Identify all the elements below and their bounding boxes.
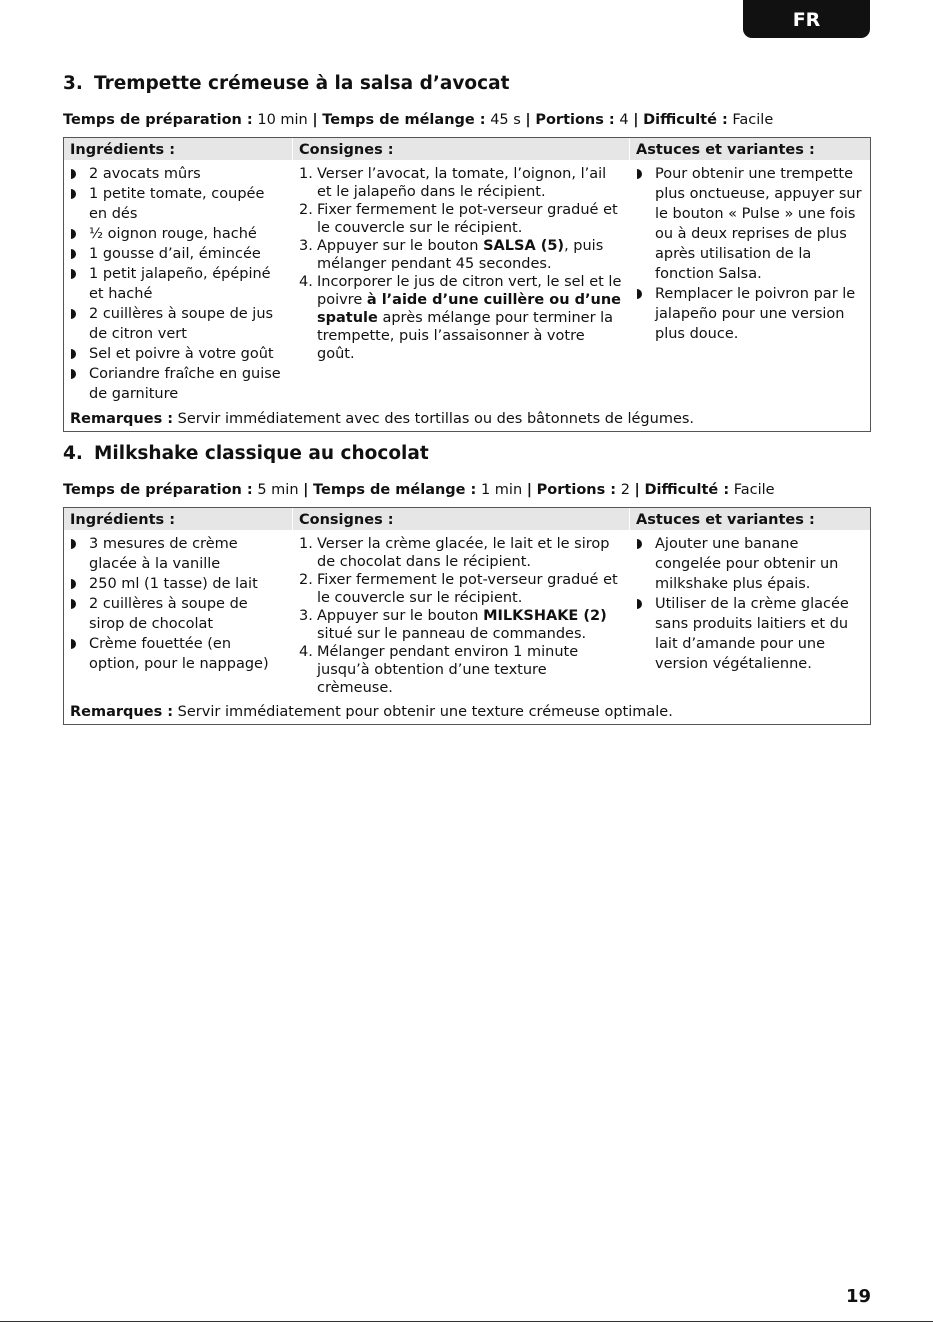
step-text-bold: à l’aide d’une cuillère ou d’une spatule [317,292,621,326]
remark-row [64,701,870,724]
recipe-section-milkshake [63,442,871,725]
ingredients-header: Ingrédients : [64,508,292,530]
step-text: Fixer fermement le pot-verseur gradué et le couvercle sur le récipient. [317,202,618,236]
step-number: 4. [299,274,313,290]
steps-list [299,165,623,363]
ingredient-item: Coriandre fraîche en guise de garniture [70,364,286,404]
ingredients-list [70,534,286,674]
steps-list [299,535,623,697]
step-number: 1. [299,166,313,182]
step-text: Mélanger pendant environ 1 minute jusqu’à obtention d’une texture crèmeuse. [317,644,579,696]
steps-header: Consignes : [292,138,629,160]
step-text: Fixer fermement le pot-verseur gradué et le couvercle sur le récipient. [317,572,618,606]
ingredients-list [70,164,286,404]
page-number: 19 [846,1286,872,1307]
step-number: 3. [299,608,313,624]
recipe-title [63,72,871,96]
step-number: 4. [299,644,313,660]
mix-time-value: 1 min [480,482,523,498]
tip-item: Utiliser de la crème glacée sans produits laitiers et du lait d’amande pour une version végétalienne. [636,594,864,674]
ingredient-item: 2 cuillères à soupe de sirop de chocolat [70,594,286,634]
recipe-meta [63,481,871,499]
mix-time-value: 45 s [490,112,521,128]
steps-header: Consignes : [292,508,629,530]
remark-label: Remarques : [70,411,174,427]
table-body-row [64,160,870,408]
table-body-row [64,530,870,701]
step-number: 3. [299,238,313,254]
tip-item: Pour obtenir une trempette plus onctueuse, appuyer sur le bouton « Pulse » une fois ou à deux reprises de plus après utilisation de la fonction Salsa. [636,164,864,284]
prep-time-label: Temps de préparation : [63,482,253,498]
tip-item: Ajouter une banane congelée pour obtenir un milkshake plus épais. [636,534,864,594]
step-text: Appuyer sur le bouton [317,608,484,624]
step-number: 1. [299,536,313,552]
remark-row [64,408,870,431]
bottom-divider [0,1321,933,1322]
recipe-title [63,442,871,466]
ingredient-item: 2 avocats mûrs [70,164,286,184]
step-number: 2. [299,202,313,218]
mix-time-label: Temps de mélange : [313,482,477,498]
remark-text: Servir immédiatement avec des tortillas ou des bâtonnets de légumes. [177,411,695,427]
ingredient-item: 1 petit jalapeño, épépiné et haché [70,264,286,304]
recipe-table [63,137,871,432]
ingredient-item: Crème fouettée (en option, pour le nappage) [70,634,286,674]
recipe-title-text: Milkshake classique au chocolat [94,443,429,464]
ingredient-item: 1 gousse d’ail, émincée [70,244,286,264]
step-item [299,273,623,363]
recipe-table [63,507,871,725]
tips-header: Astuces et variantes : [629,508,870,530]
remark-text: Servir immédiatement pour obtenir une texture crémeuse optimale. [177,704,673,720]
difficulty-value: Facile [733,482,775,498]
meta-separator: | [525,112,531,128]
ingredient-item: 1 petite tomate, coupée en dés [70,184,286,224]
portions-value: 4 [619,112,629,128]
ingredients-header: Ingrédients : [64,138,292,160]
tips-list [636,164,864,344]
prep-time-value: 5 min [257,482,299,498]
mix-time-label: Temps de mélange : [322,112,486,128]
portions-label: Portions : [536,482,617,498]
meta-separator: | [633,112,639,128]
table-header-row [64,508,870,530]
step-text: Appuyer sur le bouton [317,238,484,254]
ingredient-item: 250 ml (1 tasse) de lait [70,574,286,594]
meta-separator: | [526,482,533,498]
tips-header: Astuces et variantes : [629,138,870,160]
ingredient-item: 3 mesures de crème glacée à la vanille [70,534,286,574]
step-text: Verser l’avocat, la tomate, l’oignon, l’ail et le jalapeño dans le récipient. [317,166,607,200]
ingredient-item: 2 cuillères à soupe de jus de citron vert [70,304,286,344]
tip-item: Remplacer le poivron par le jalapeño pour une version plus douce. [636,284,864,344]
step-item [299,571,623,607]
difficulty-label: Difficulté : [643,112,728,128]
difficulty-label: Difficulté : [644,482,730,498]
step-text: Incorporer le jus de citron vert, le sel et le poivre [317,274,622,308]
step-item [299,165,623,201]
portions-value: 2 [620,482,630,498]
table-header-row [64,138,870,160]
recipe-title-text: Trempette crémeuse à la salsa d’avocat [94,73,510,94]
step-item [299,201,623,237]
step-text: Verser la crème glacée, le lait et le sirop de chocolat dans le récipient. [317,536,610,570]
ingredient-item: ½ oignon rouge, haché [70,224,286,244]
language-tab: FR [743,0,870,38]
meta-separator: | [312,112,318,128]
step-number: 2. [299,572,313,588]
step-item [299,643,623,697]
step-text-bold: MILKSHAKE (2) [483,608,607,624]
step-item [299,535,623,571]
ingredient-item: Sel et poivre à votre goût [70,344,286,364]
tips-list [636,534,864,674]
recipe-number: 3. [63,73,83,94]
step-text: , puis mélanger pendant 45 secondes. [317,238,604,272]
recipe-number: 4. [63,443,83,464]
prep-time-value: 10 min [257,112,308,128]
step-item [299,607,623,643]
step-text: après mélange pour terminer la trempette, puis l’assaisonner à votre goût. [317,310,614,362]
step-text: situé sur le panneau de commandes. [317,626,587,642]
meta-separator: | [634,482,640,498]
prep-time-label: Temps de préparation : [63,112,253,128]
meta-separator: | [303,482,309,498]
step-item [299,237,623,273]
step-text-bold: SALSA (5) [483,238,565,254]
recipe-section-avocado [63,72,871,432]
recipe-meta [63,111,871,129]
difficulty-value: Facile [732,112,774,128]
remark-label: Remarques : [70,704,174,720]
portions-label: Portions : [535,112,615,128]
